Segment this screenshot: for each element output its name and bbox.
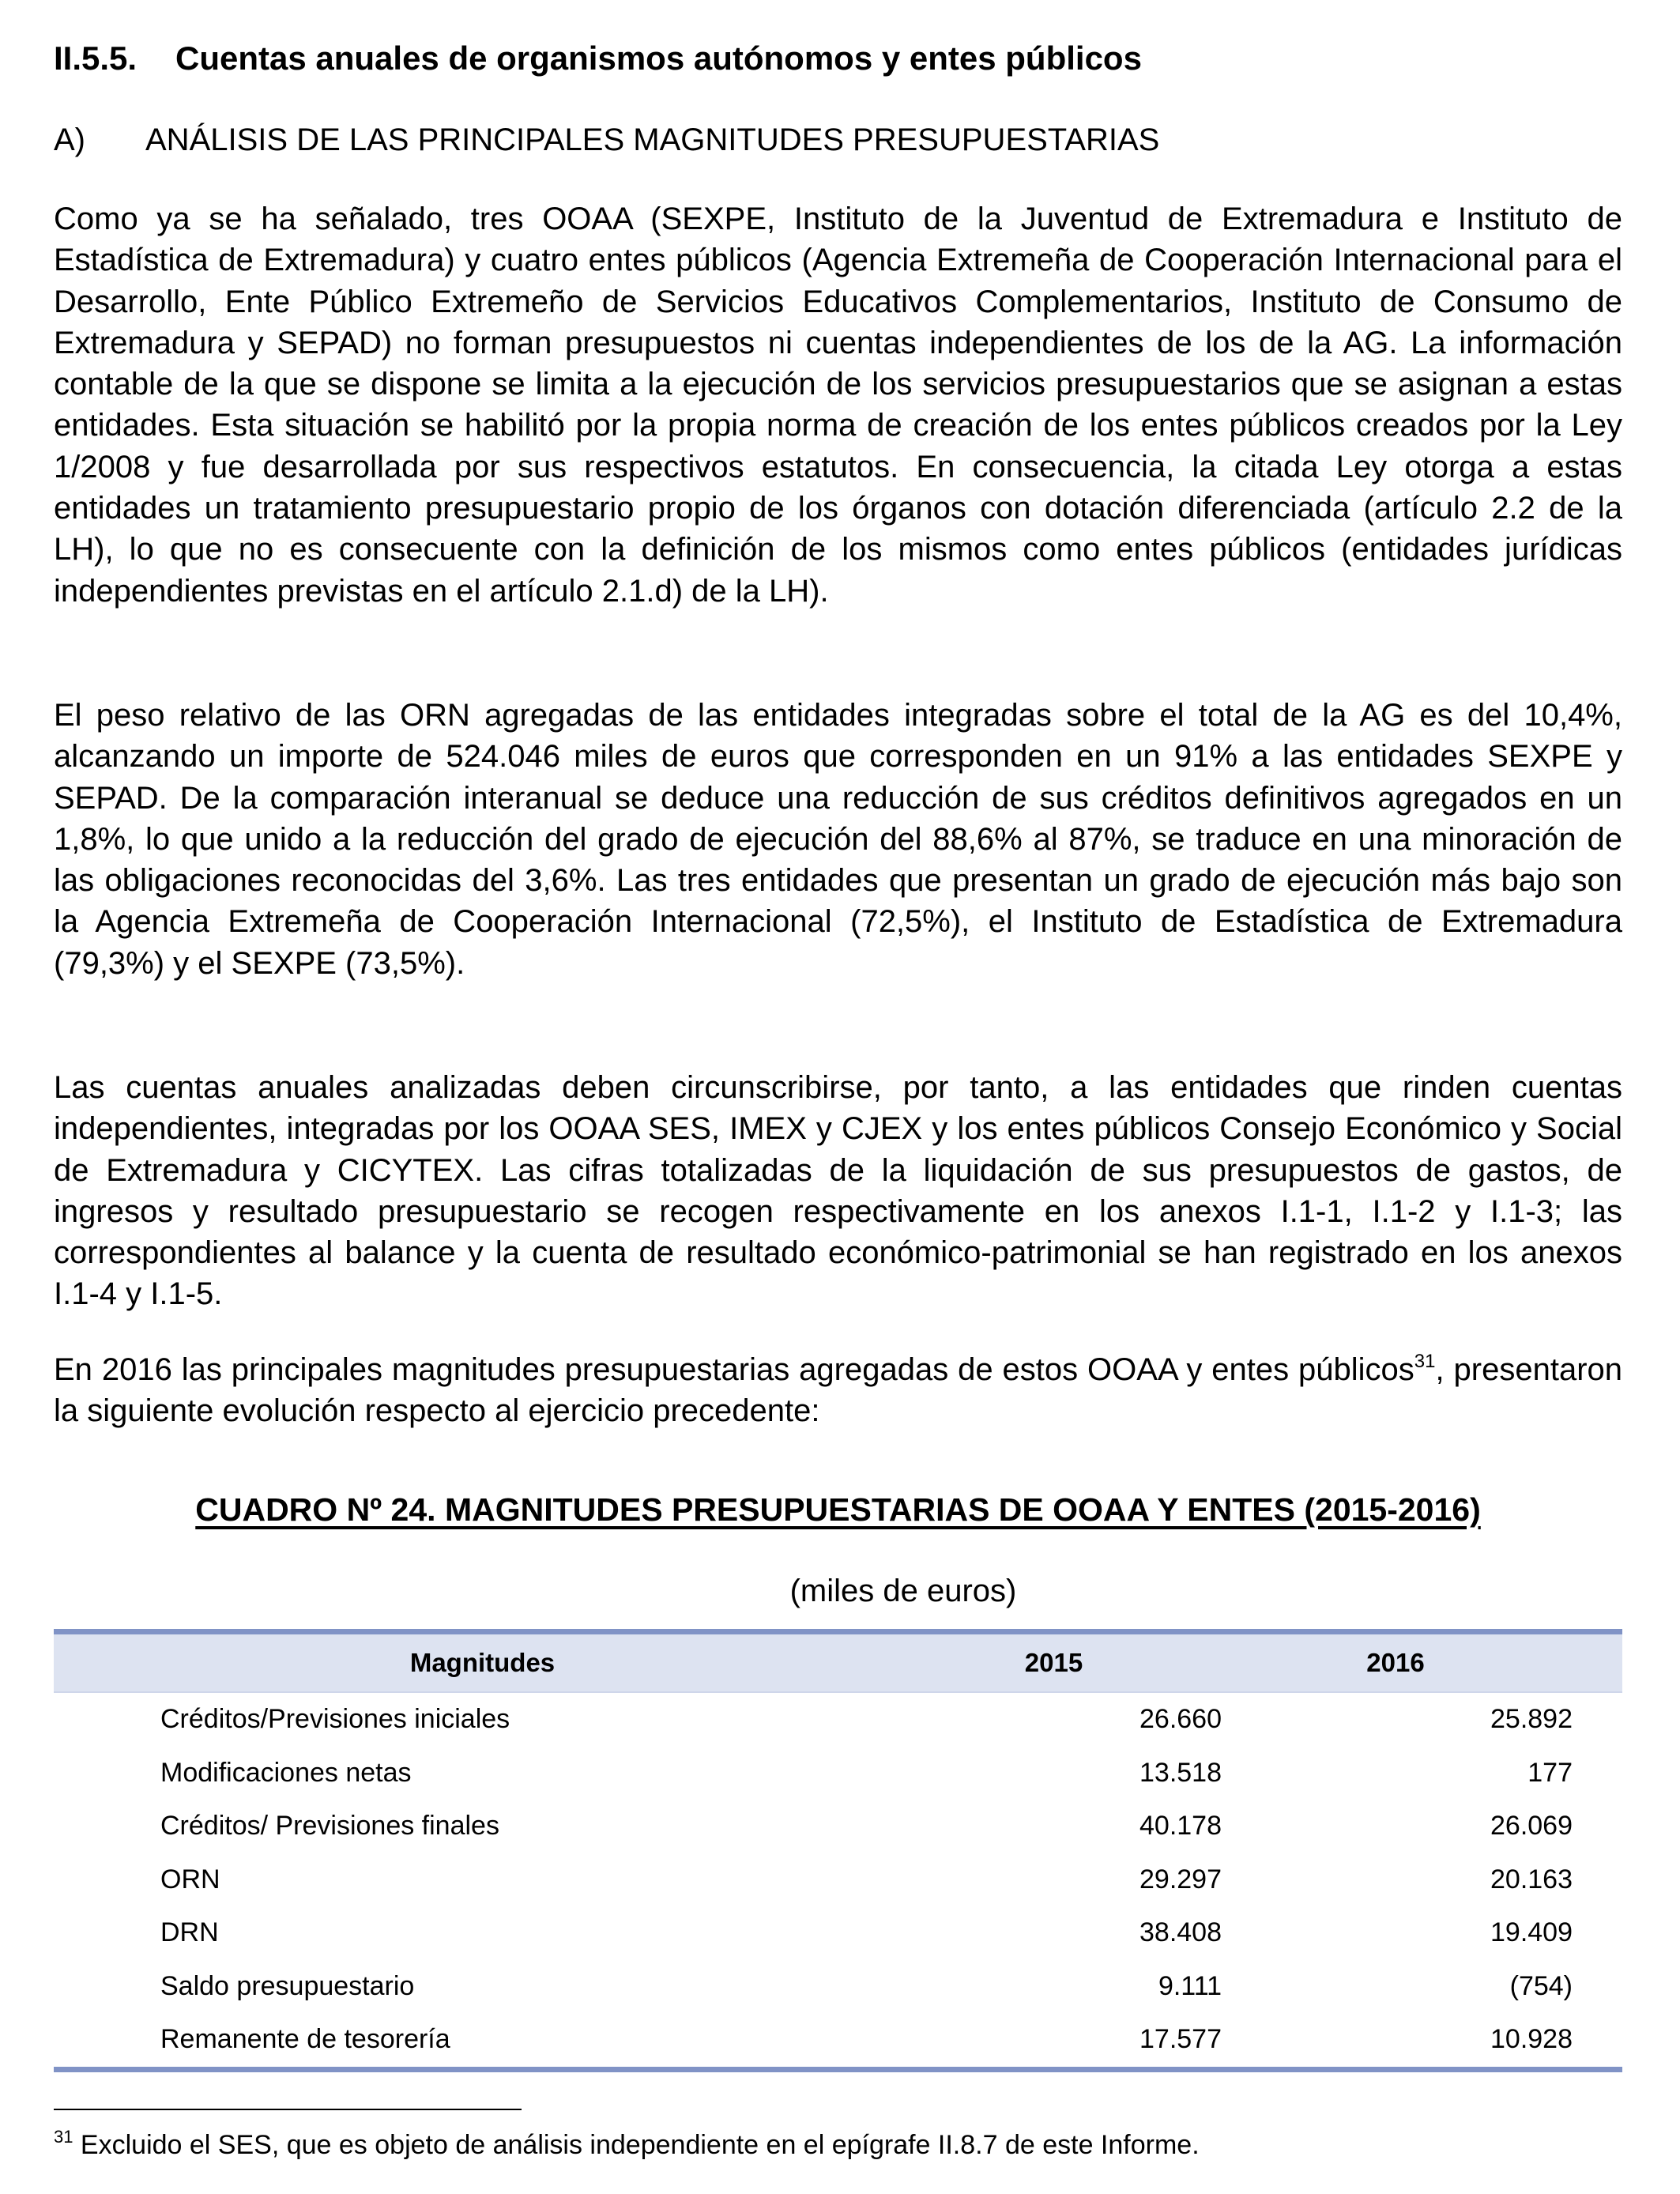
subsection-title: ANÁLISIS DE LAS PRINCIPALES MAGNITUDES PRESUPUESTARIAS (145, 123, 1160, 157)
footnote-reference[interactable]: 31 (1414, 1351, 1436, 1372)
row-label: ORN (160, 1864, 220, 1894)
paragraph-4-text: En 2016 las principales magnitudes presupuestarias agregadas de estos OOAA y entes públicos (54, 1352, 1414, 1387)
table-header-row (54, 1634, 1622, 1693)
table-units (54, 1569, 1680, 1613)
row-label: DRN (160, 1917, 219, 1948)
row-label: Créditos/Previsiones iniciales (160, 1704, 510, 1735)
value-2015: 38.408 (1139, 1917, 1222, 1948)
header-2016: 2016 (1366, 1648, 1425, 1677)
row-label: Saldo presupuestario (160, 1970, 415, 2001)
row-label: Créditos/ Previsiones finales (160, 1811, 499, 1842)
value-2016: 26.069 (1490, 1811, 1573, 1842)
footnote (54, 2126, 1200, 2164)
table-row (54, 2013, 1622, 2067)
table-row (54, 1906, 1622, 1960)
table-caption (54, 1487, 1622, 1532)
row-label: Modificaciones netas (160, 1757, 412, 1788)
table-row (54, 1960, 1622, 2014)
value-2016: 25.892 (1490, 1704, 1573, 1735)
paragraph-2: El peso relativo de las ORN agregadas de las entidades integradas sobre el total de la AG es del 10,4%, alcanzando un importe de 524.046 miles de euros que corresponden en un 91% a las entidades SEXPE y SEPAD. De la comparación interanual se deduce una reducción de sus créditos definitivos agregados en un 1,8%, lo que unido a la reducción del grado de ejecución del 88,6% al 87%, se traduce en una minoración de las obligaciones reconocidas del 3,6%. Las tres entidades que presentan un grado de ejecución más bajo son la Agencia Extremeña de Cooperación Internacional (72,5%), el Instituto de Estadística de Extremadura (79,3%) y el SEXPE (73,5%). (54, 698, 1622, 981)
footnote-divider (54, 2109, 522, 2110)
section-number: II.5.5. (54, 40, 137, 77)
value-2015: 17.577 (1139, 2024, 1222, 2055)
section-title: Cuentas anuales de organismos autónomos y entes públicos (175, 40, 1142, 77)
value-2015: 13.518 (1139, 1757, 1222, 1788)
value-2015: 29.297 (1139, 1864, 1222, 1894)
table-caption-text: CUADRO Nº 24. MAGNITUDES PRESUPUESTARIAS DE OOAA Y ENTES (2015-2016) (195, 1491, 1481, 1528)
header-magnitudes: Magnitudes (409, 1648, 556, 1677)
magnitudes-table (54, 1629, 1622, 2072)
value-2015: 9.111 (1158, 1970, 1222, 2001)
paragraph-3: Las cuentas anuales analizadas deben circunscribirse, por tanto, a las entidades que rinden cuentas independientes, integradas por los OOAA SES, IMEX y CJEX y los entes públicos Consejo Económico y Social de Extremadura y CICYTEX. Las cifras totalizadas de la liquidación de sus presupuestos de gastos, de ingresos y resultado presupuestario se recogen respectivamente en los anexos I.1-1, I.1-2 y I.1-3; las correspondientes al balance y la cuenta de resultado económico-patrimonial se han registrado en los anexos I.1-4 y I.1-5. (54, 1070, 1622, 1312)
table-row (54, 1800, 1622, 1853)
subsection-heading (54, 117, 1159, 163)
table-units-text: (miles de euros) (789, 1574, 1017, 1608)
value-2015: 26.660 (1139, 1704, 1222, 1735)
paragraph-1: Como ya se ha señalado, tres OOAA (SEXPE, Instituto de la Juventud de Extremadura e Instituto de Estadística de Extremadura) y cuatro entes públicos (Agencia Extremeña de Cooperación Internacional para el Desarrollo, Ente Público Extremeño de Servicios Educativos Complementarios, Instituto de Consumo de Extremadura y SEPAD) no forman presupuestos ni cuentas independientes de los de la AG. La información contable de la que se dispone se limita a la ejecución de los servicios presupuestarios que se asignan a estas entidades. Esta situación se habilitó por la propia norma de creación de los entes públicos creados por la Ley 1/2008 y fue desarrollada por sus respectivos estatutos. En consecuencia, la citada Ley otorga a estas entidades un tratamiento presupuestario propio de los órganos con dotación diferenciada (artículo 2.2 de la LH), lo que no es consecuente con la definición de los mismos como entes públicos (entidades jurídicas independientes previstas en el artículo 2.1.d) de la LH). (54, 202, 1622, 609)
section-heading (54, 35, 1142, 82)
table-row (54, 1693, 1622, 1747)
value-2016: 20.163 (1490, 1864, 1573, 1894)
table-row (54, 1853, 1622, 1907)
footnote-number: 31 (54, 2127, 73, 2147)
paragraph-4 (54, 1349, 1622, 1432)
value-2016: 177 (1527, 1757, 1573, 1788)
subsection-letter: A) (54, 123, 85, 157)
value-2015: 40.178 (1139, 1811, 1222, 1842)
paragraph-4-text-end: , presentaron la siguiente evolución respecto al ejercicio precedente: (54, 1352, 1623, 1429)
header-2015: 2015 (1024, 1648, 1083, 1677)
value-2016: 19.409 (1490, 1917, 1573, 1948)
value-2016: 10.928 (1490, 2024, 1573, 2055)
table-row (54, 1747, 1622, 1800)
row-label: Remanente de tesorería (160, 2024, 450, 2055)
footnote-text: Excluido el SES, que es objeto de análisis independiente en el epígrafe II.8.7 de este Informe. (73, 2130, 1200, 2160)
value-2016: (754) (1509, 1970, 1573, 2001)
